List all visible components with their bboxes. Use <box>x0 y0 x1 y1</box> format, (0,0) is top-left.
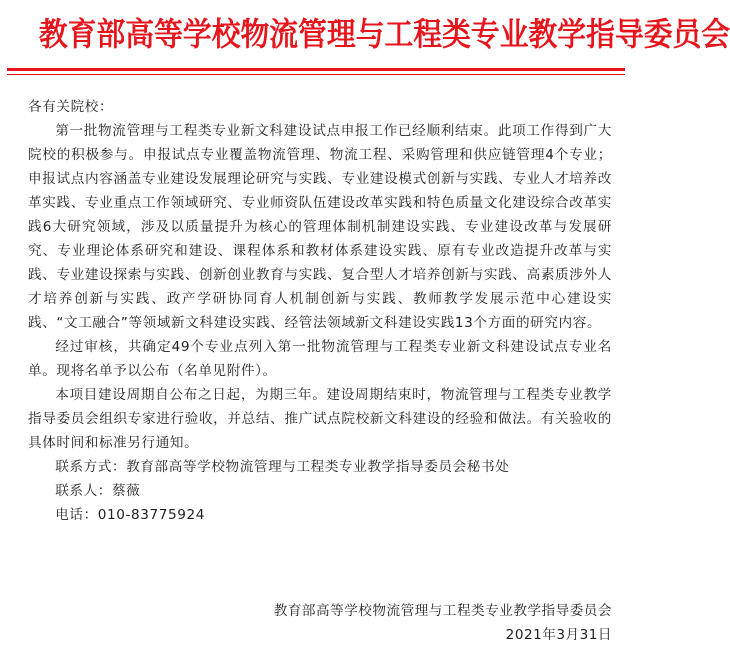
letterhead-rule-thin <box>7 74 625 75</box>
letterhead <box>0 0 730 78</box>
paragraph-announcement: 第一批物流管理与工程类专业新文科建设试点申报工作已经顺利结束。此项工作得到广大院校的积极参与。申报试点专业覆盖物流管理、物流工程、采购管理和供应链管理4个专业；申报试点内容涵盖专业建设发展理论研究与实践、专业建设模式创新与实践、专业人才培养改革实践、专业重点工作领域研究、专业师资队伍建设改革实践和特色质量文化建设综合改革实践6大研究领域，涉及以质量提升为核心的管理体制机制建设实践、专业建设改革与发展研究、专业理论体系研究和建设、课程体系和教材体系建设实践、原有专业改造提升改革与实践、专业建设探索与实践、创新创业教育与实践、复合型人才培养创新与实践、高素质涉外人才培养创新与实践、政产学研协同育人机制创新与实践、教师教学发展示范中心建设实践、“文工融合”等领域新文科建设实践、经管法领域新文科建设实践13个方面的研究内容。 <box>28 123 612 331</box>
contact-person: 联系人：蔡薇 <box>55 483 141 499</box>
signature-date: 2021年3月31日 <box>505 627 612 643</box>
contact-phone: 电话：010-83775924 <box>55 507 206 523</box>
paragraph-project-period: 本项目建设周期自公布之日起，为期三年。建设周期结束时，物流管理与工程类专业教学指导委员会组织专家进行验收，并总结、推广试点院校新文科建设的经验和做法。有关验收的具体时间和标准另行通知。 <box>28 387 612 451</box>
paragraph-review: 经过审核，共确定49个专业点列入第一批物流管理与工程类专业新文科建设试点专业名单。现将名单予以公布（名单见附件）。 <box>28 339 612 379</box>
signature-org: 教育部高等学校物流管理与工程类专业教学指导委员会 <box>273 603 612 619</box>
salutation: 各有关院校： <box>28 99 114 115</box>
letterhead-title: 教育部高等学校物流管理与工程类专业教学指导委员会 <box>38 15 730 53</box>
contact-method: 联系方式：教育部高等学校物流管理与工程类专业教学指导委员会秘书处 <box>55 459 510 475</box>
letterhead-rule-thick <box>7 68 625 71</box>
signature-block <box>230 599 612 647</box>
letter-body <box>28 95 612 527</box>
